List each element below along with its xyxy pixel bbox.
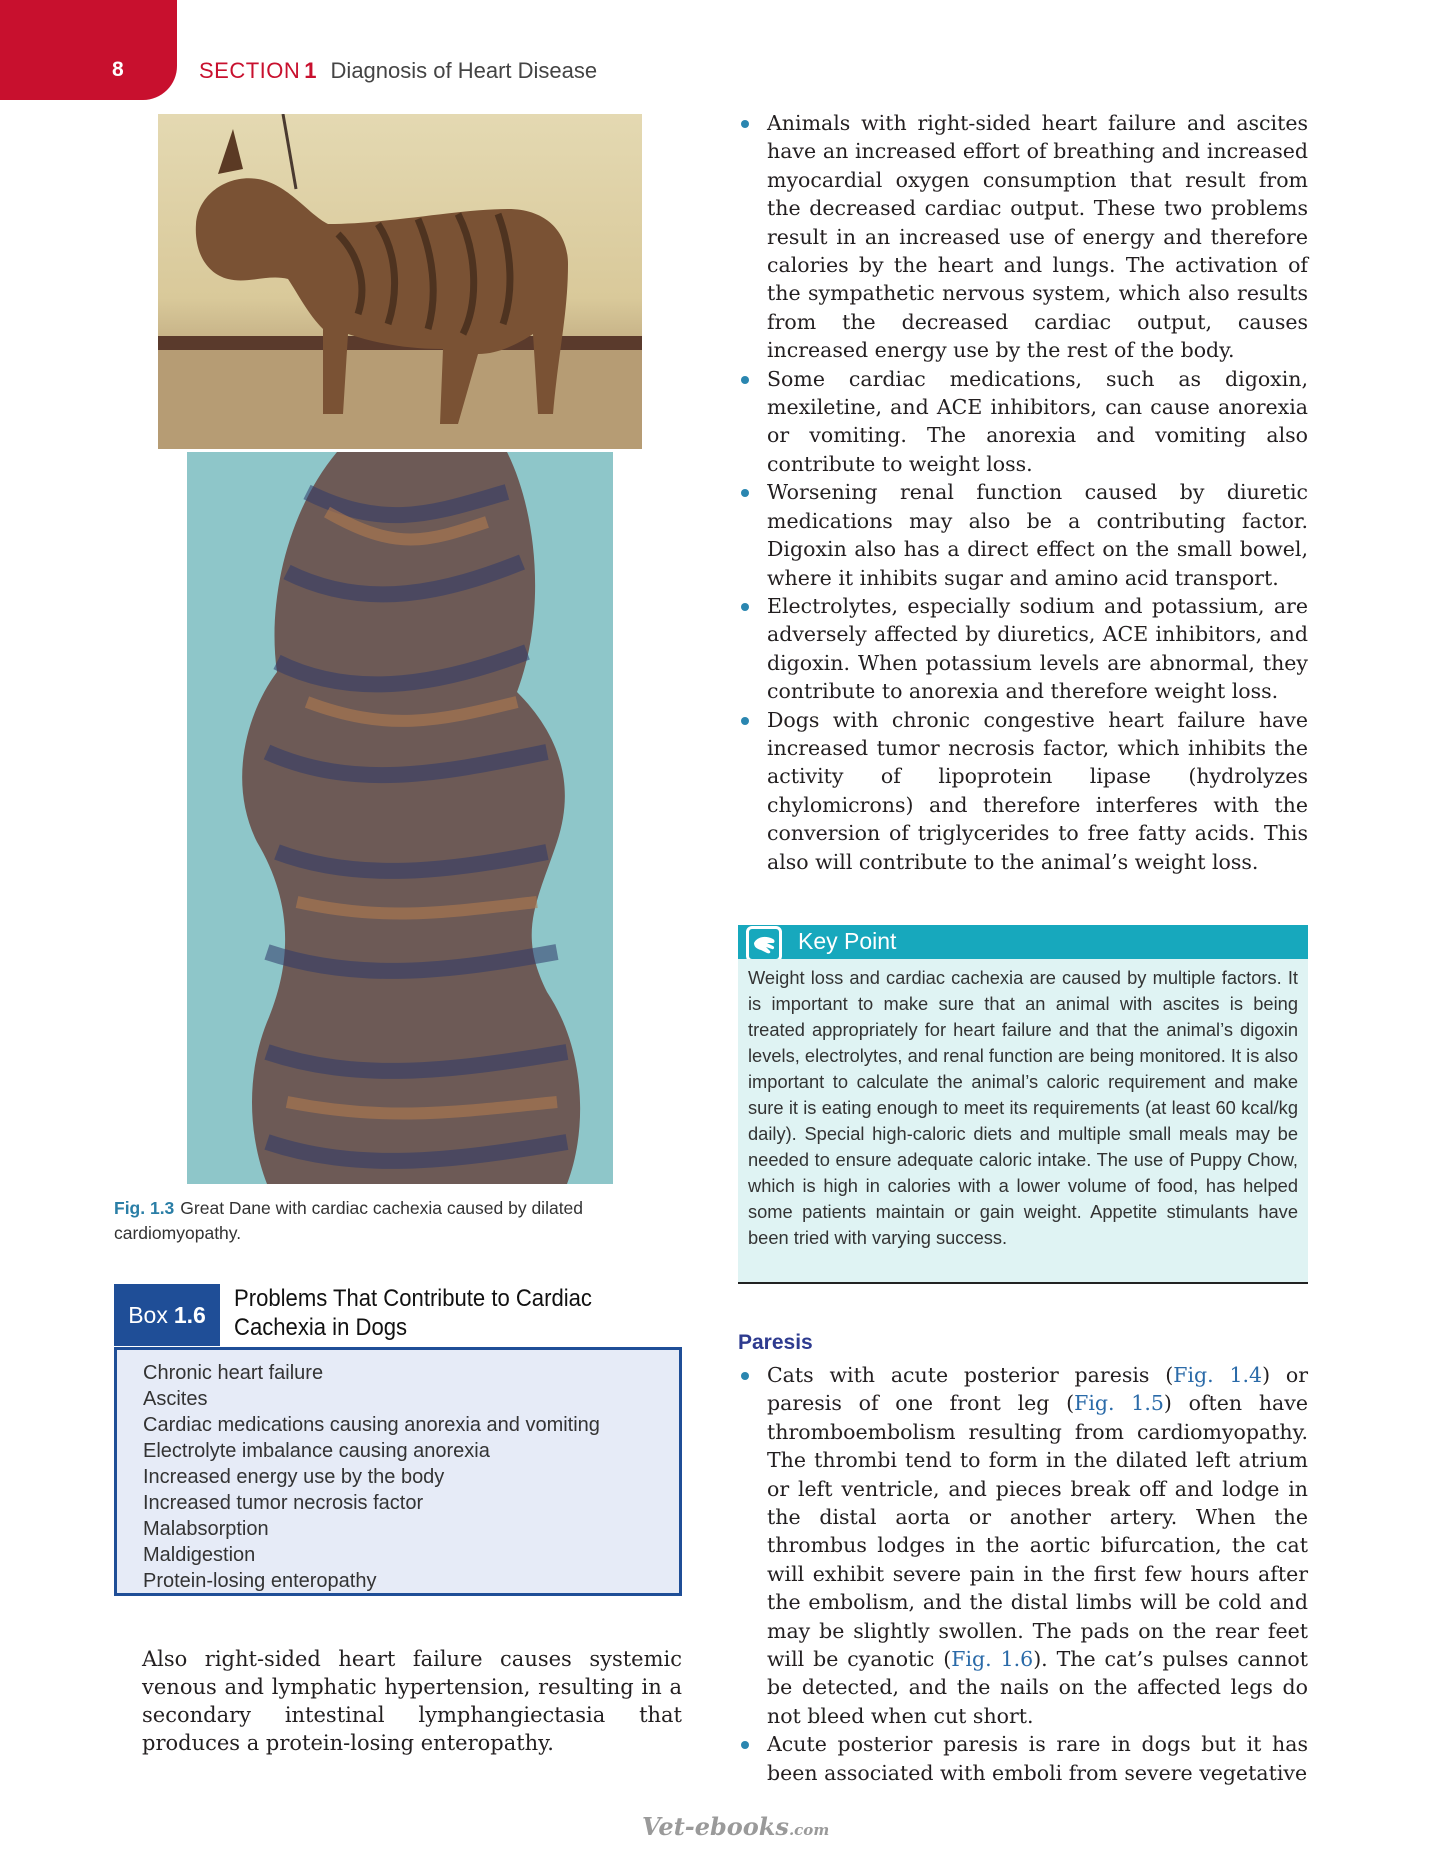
bullet-item	[738, 109, 1308, 365]
page-tab	[0, 0, 177, 100]
bullet-text: Cats with acute posterior paresis (	[767, 1363, 1174, 1387]
bullet-text: ). The cat’s pulses cannot be detected, and the nails on the affected legs do not bleed when cut short.	[767, 1647, 1309, 1728]
bullet-text: Acute posterior paresis is rare in dogs but it has been associated with emboli from severe vegetative	[767, 1732, 1308, 1785]
bullet-text: ) or paresis of one front leg (	[767, 1363, 1309, 1416]
bullet-text: Dogs with chronic congestive heart failure have increased tumor necrosis factor, which inhibits the activity of lipoprotein lipase (hydrolyzes chylomicrons) and therefore interferes with the conversion of triglycerides to free fatty acids. This also will contribute to the animal’s weight loss.	[767, 707, 1308, 874]
bullet-item	[738, 1730, 1308, 1787]
box-item: Chronic heart failure	[143, 1362, 324, 1384]
bullet-dot	[741, 120, 749, 128]
page-number: 8	[112, 58, 124, 81]
box-item: Ascites	[143, 1388, 208, 1410]
figure-label: Fig. 1.3	[114, 1198, 175, 1218]
bullet-dot	[741, 1372, 749, 1380]
dog-back-photo	[187, 452, 613, 1184]
box-item: Electrolyte imbalance causing anorexia	[143, 1440, 490, 1462]
bullet-text: ) often have thromboembolism resulting from cardiomyopathy. The thrombi tend to form in the dilated left atrium or left ventricle, and pieces break off and lodge in the distal aorta or another artery. When the thrombus lodges in the aortic bifurcation, the cat will exhibit severe pain in the first few hours after the embolism, and the distal limbs will be cold and may be slightly swollen. The pads on the rear feet will be cyanotic (	[767, 1391, 1308, 1672]
bullet-item	[738, 478, 1308, 592]
bullet-item	[738, 706, 1308, 876]
bullet-dot	[741, 1741, 749, 1749]
bullet-dot	[741, 376, 749, 384]
box-label-text: Box	[128, 1301, 168, 1328]
section-number: 1	[304, 58, 317, 83]
bullet-dot	[741, 603, 749, 611]
key-point-header	[738, 925, 1308, 959]
bullet-text: Some cardiac medications, such as digoxin, mexiletine, and ACE inhibitors, can cause anorexia or vomiting. The anorexia and vomiting also contribute to weight loss.	[767, 366, 1308, 476]
bullet-item	[738, 592, 1308, 706]
box-label	[114, 1284, 220, 1346]
cachexia-bullet-list	[738, 109, 1308, 876]
box-title: Problems That Contribute to Cardiac Cachexia in Dogs	[234, 1285, 592, 1341]
running-head	[199, 58, 597, 84]
box-number: 1.6	[173, 1301, 206, 1328]
bullet-text: Worsening renal function caused by diuretic medications may also be a contributing factor. Digoxin also has a direct effect on the small bowel, where it inhibits sugar and amino acid transport.	[767, 480, 1308, 590]
figure-caption	[114, 1196, 654, 1246]
figure-reference-link[interactable]: Fig. 1.4	[1173, 1363, 1263, 1387]
figure-caption-text: Great Dane with cardiac cachexia caused by dilated cardiomyopathy.	[114, 1198, 584, 1243]
dog-standing-illustration	[158, 114, 642, 449]
dog-standing-photo	[158, 114, 642, 449]
box-header	[114, 1284, 684, 1346]
bullet-item	[738, 1361, 1308, 1730]
key-point-body: Weight loss and cardiac cachexia are caused by multiple factors. It is important to make sure that an animal with ascites is being treated appropriately for heart failure and that the animal’s digoxin levels, electrolytes, and renal function are being monitored. It is also important to calculate the animal’s caloric requirement and make sure it is eating enough to meet its requirements (at least 60 kcal/kg daily). Special high-caloric diets and multiple small meals may be needed to ensure adequate caloric intake. The use of Puppy Chow, which is high in calories with a lower volume of food, has helped some patients maintain or gain weight. Appetite stimulants have been tried with varying success.	[738, 959, 1308, 1284]
box-item: Cardiac medications causing anorexia and vomiting	[143, 1414, 600, 1436]
figure-reference-link[interactable]: Fig. 1.6	[951, 1647, 1034, 1672]
section-title: Diagnosis of Heart Disease	[330, 58, 598, 83]
bullet-item	[738, 365, 1308, 479]
bullet-dot	[741, 717, 749, 725]
hand-icon-glyph	[749, 929, 779, 959]
box-item: Malabsorption	[143, 1518, 269, 1540]
box-body	[114, 1347, 682, 1596]
box-item: Maldigestion	[143, 1544, 256, 1566]
key-point-title: Key Point	[798, 928, 897, 954]
logo-suffix: .com	[788, 1821, 830, 1839]
paresis-bullet-list	[738, 1361, 1308, 1787]
figure-reference-link[interactable]: Fig. 1.5	[1074, 1391, 1164, 1416]
box-item-list	[143, 1360, 679, 1594]
key-point-hand-icon	[746, 926, 782, 962]
left-body-paragraph: Also right-sided heart failure causes systemic venous and lymphatic hypertension, resulting in a secondary intestinal lymphangiectasia that produces a protein-losing enteropathy.	[142, 1647, 682, 1755]
watermark-logo	[642, 1812, 829, 1841]
bullet-text: Animals with right-sided heart failure and ascites have an increased effort of breathing and increased myocardial oxygen consumption that result from the decreased cardiac output. These two problems result in an increased use of energy and therefore calories by the heart and lungs. The activation of the sympathetic nervous system, which also results from the decreased cardiac output, causes increased energy use by the rest of the body.	[767, 111, 1308, 363]
box-item: Increased tumor necrosis factor	[143, 1492, 424, 1514]
dog-back-illustration	[187, 452, 613, 1184]
paresis-heading: Paresis	[738, 1331, 813, 1354]
bullet-text: Electrolytes, especially sodium and potassium, are adversely affected by diuretics, ACE inhibitors, and digoxin. When potassium levels are abnormal, they contribute to anorexia and therefore weight loss.	[767, 593, 1308, 704]
section-label: SECTION	[199, 58, 301, 83]
logo-main: Vet-ebooks	[642, 1812, 789, 1841]
bullet-dot	[741, 489, 749, 497]
box-item: Increased energy use by the body	[143, 1466, 445, 1488]
box-item: Protein-losing enteropathy	[143, 1570, 377, 1592]
